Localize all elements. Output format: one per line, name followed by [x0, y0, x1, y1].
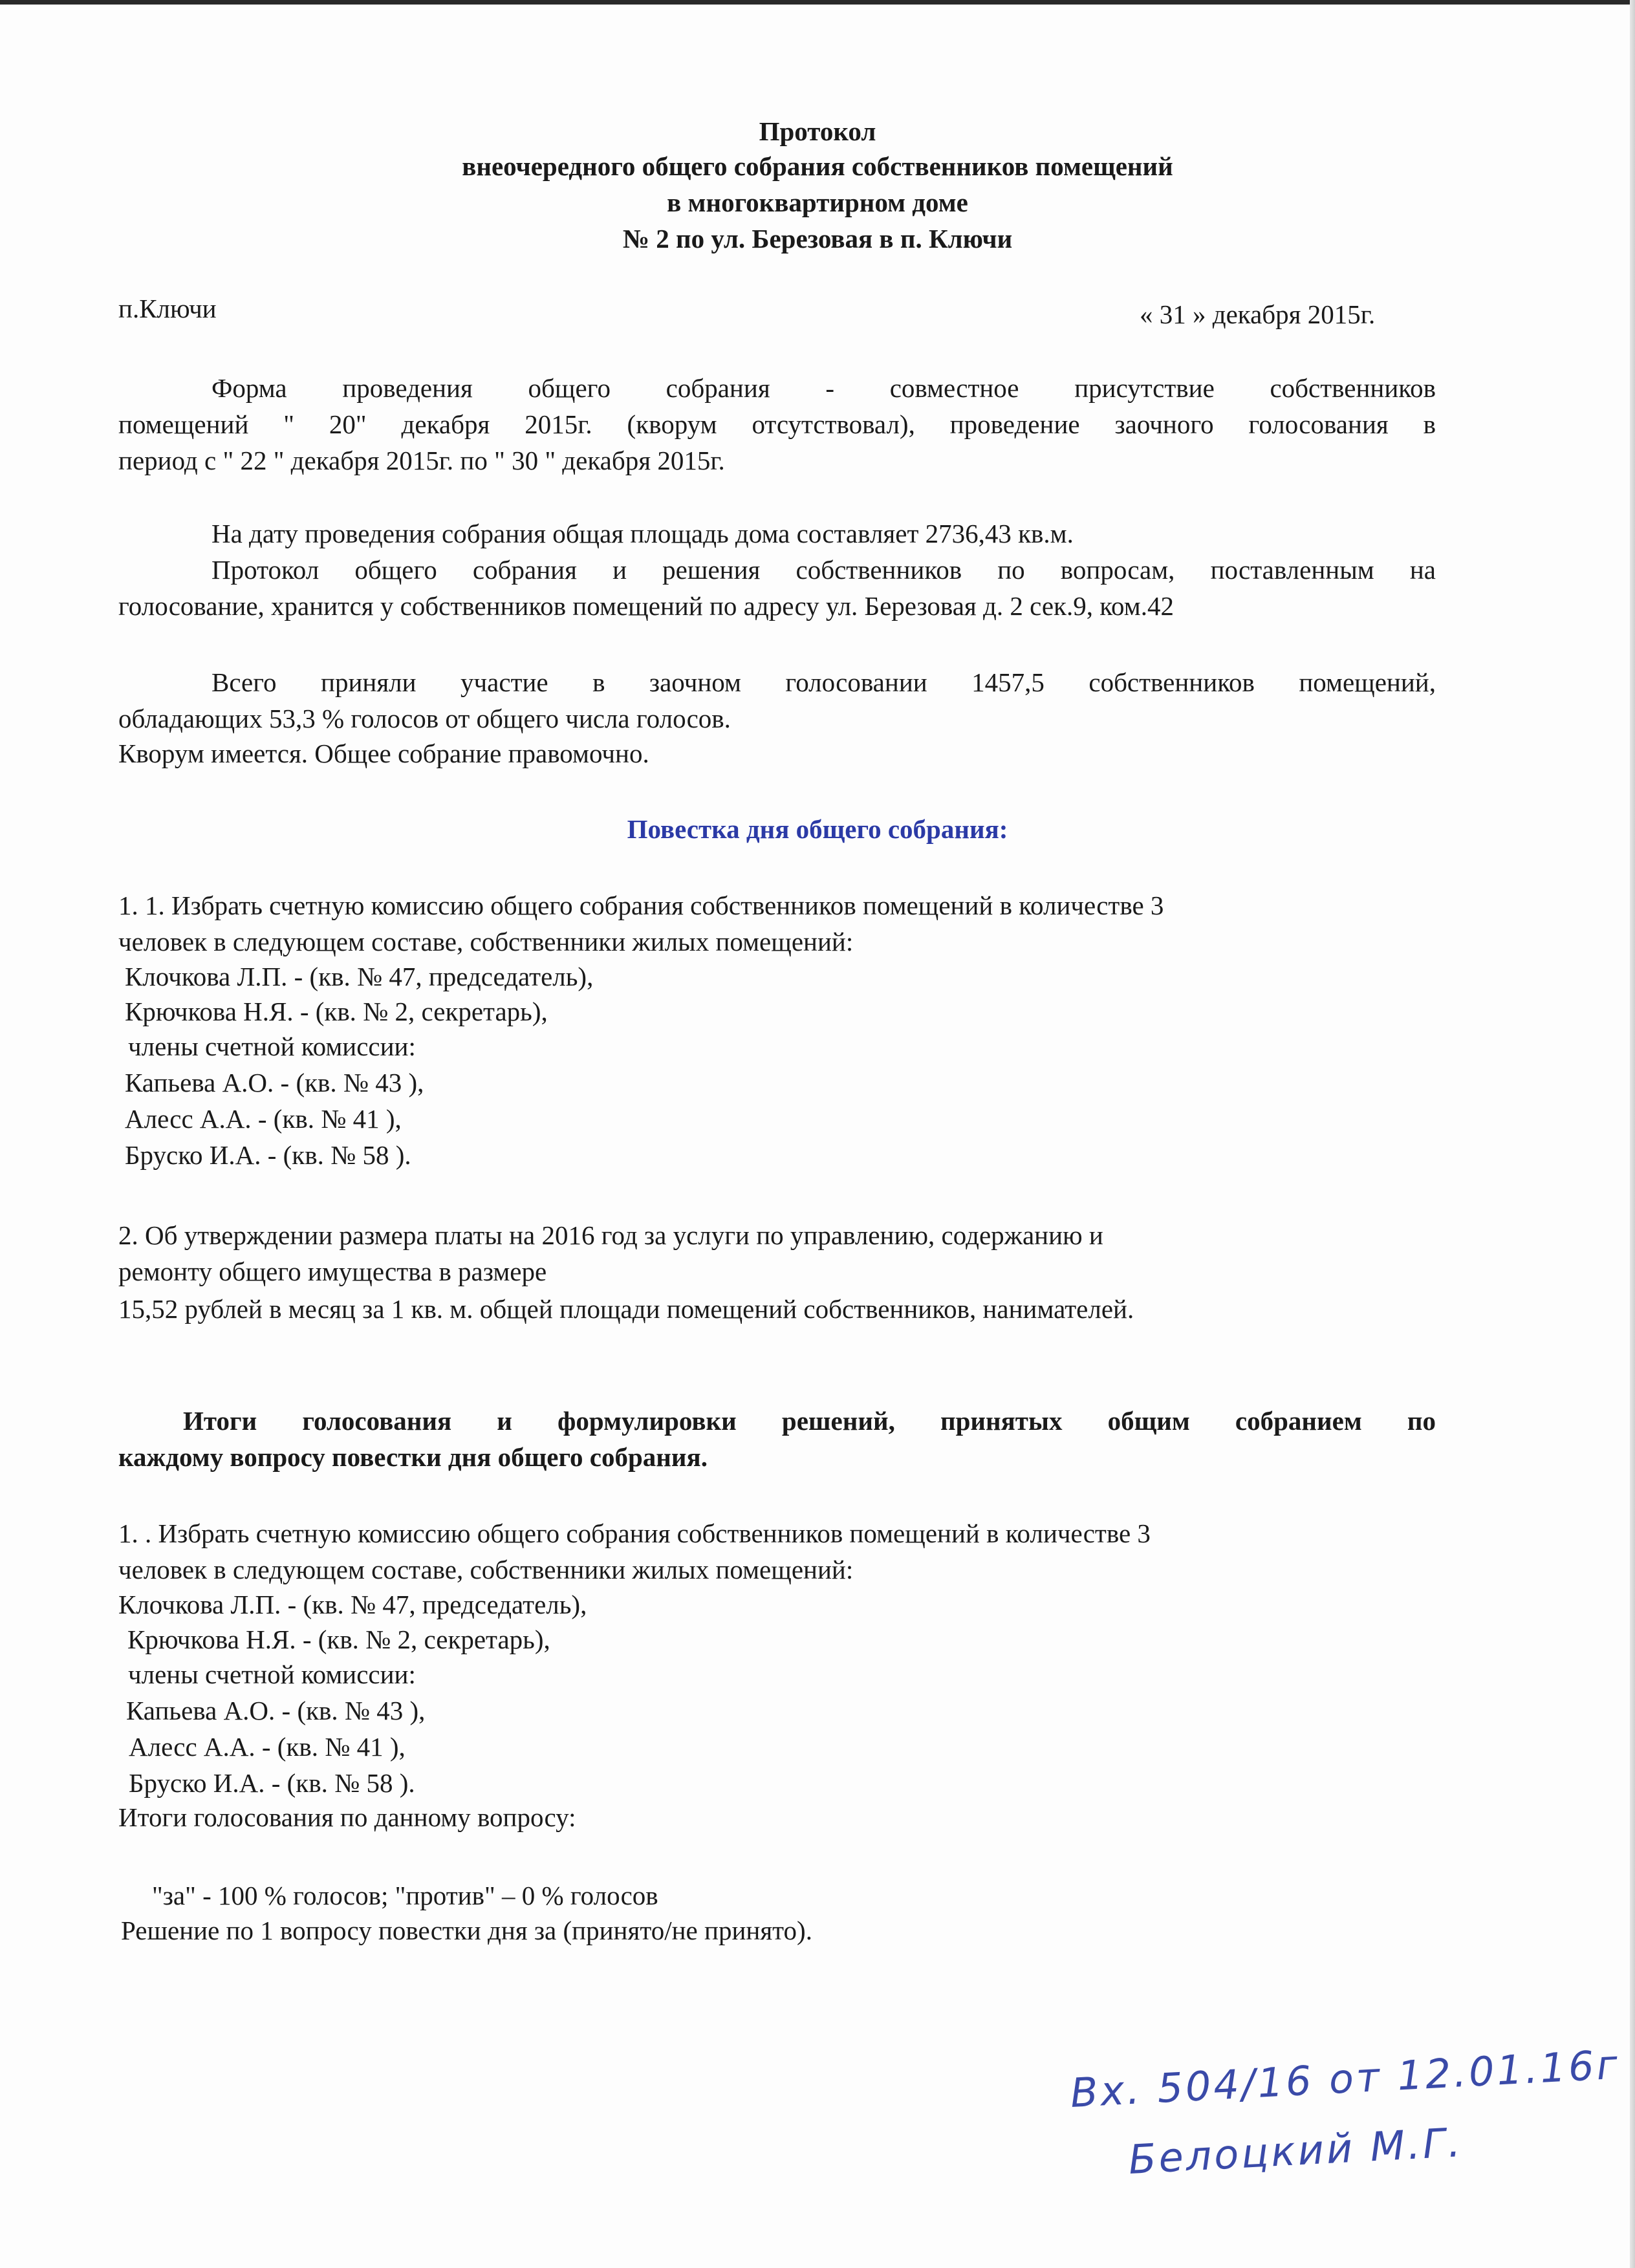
decision-line: Решение по 1 вопросу повестки дня за (принято/не принято).: [121, 1916, 812, 1945]
participation-line-2: обладающих 53,3 % голосов от общего числа голосов.: [118, 704, 731, 733]
results-item-1-line-1: 1. . Избрать счетную комиссию общего собрания собственников помещений в количестве 3: [118, 1518, 1151, 1548]
form-line-2: помещений " 20" декабря 2015г. (кворум отсутствовал), проведение заочного голосования в: [118, 409, 1436, 439]
results-member: члены счетной комиссии:: [128, 1659, 416, 1689]
agenda-item-2-line-1: 2. Об утверждении размера платы на 2016 год за услуги по управлению, содержанию и: [118, 1220, 1103, 1250]
agenda-member: Клочкова Л.П. - (кв. № 47, председатель),: [125, 962, 594, 991]
vote-results-line: "за" - 100 % голосов; "против" – 0 % голосов: [152, 1881, 658, 1910]
agenda-item-2-line-3: 15,52 рублей в месяц за 1 кв. м. общей площади помещений собственников, нанимателей.: [118, 1294, 1134, 1324]
agenda-item-1-line-1: 1. 1. Избрать счетную комиссию общего собрания собственников помещений в количестве 3: [118, 891, 1164, 920]
agenda-member: Крючкова Н.Я. - (кв. № 2, секретарь),: [125, 997, 548, 1026]
results-member: Алесс А.А. - (кв. № 41 ),: [129, 1732, 406, 1762]
agenda-member: Алесс А.А. - (кв. № 41 ),: [125, 1104, 402, 1134]
results-member: Клочкова Л.П. - (кв. № 47, председатель),: [118, 1590, 587, 1619]
document-date: « 31 » декабря 2015г.: [1140, 299, 1376, 329]
area-line-2: Протокол общего собрания и решения собственников по вопросам, поставленным на: [211, 555, 1436, 585]
results-heading-line-1: Итоги голосования и формулировки решений, принятых общим собранием по: [183, 1406, 1436, 1436]
agenda-member: Бруско И.А. - (кв. № 58 ).: [125, 1140, 411, 1170]
document-title: Протокол: [759, 116, 876, 146]
quorum-line: Кворум имеется. Общее собрание правомочно.: [118, 739, 649, 768]
area-line-1: На дату проведения собрания общая площадь дома составляет 2736,43 кв.м.: [211, 519, 1074, 548]
results-member: Крючкова Н.Я. - (кв. № 2, секретарь),: [127, 1625, 550, 1654]
scan-right-edge: [1630, 0, 1635, 2268]
results-item-1-line-2: человек в следующем составе, собственники жилых помещений:: [118, 1555, 854, 1584]
handwritten-signature: Белоцкий М.Г.: [1127, 2118, 1464, 2183]
results-member: Бруско И.А. - (кв. № 58 ).: [129, 1768, 415, 1798]
participation-line-1: Всего приняли участие в заочном голосовании 1457,5 собственников помещений,: [211, 667, 1436, 697]
scan-top-edge: [0, 0, 1635, 5]
agenda-item-2-line-2: ремонту общего имущества в размере: [118, 1257, 547, 1286]
place: п.Ключи: [118, 294, 217, 323]
handwritten-registration-note: Вх. 504/16 от 12.01.16г: [1069, 2040, 1621, 2117]
results-member: Капьева А.О. - (кв. № 43 ),: [126, 1696, 426, 1725]
agenda-member: члены счетной комиссии:: [128, 1031, 416, 1061]
agenda-member: Капьева А.О. - (кв. № 43 ),: [125, 1068, 424, 1097]
title-line-3: в многоквартирном доме: [667, 188, 968, 217]
form-line-3: период с " 22 " декабря 2015г. по " 30 " декабря 2015г.: [118, 446, 725, 475]
title-line-4: № 2 по ул. Березовая в п. Ключи: [622, 224, 1013, 254]
agenda-heading: Повестка дня общего собрания:: [627, 814, 1008, 844]
title-line-2: внеочередного общего собрания собственников помещений: [462, 151, 1173, 181]
vote-results-title: Итоги голосования по данному вопросу:: [118, 1802, 576, 1832]
area-line-3: голосование, хранится у собственников помещений по адресу ул. Березовая д. 2 сек.9, ком.42: [118, 591, 1174, 621]
form-line-1: Форма проведения общего собрания - совместное присутствие собственников: [211, 373, 1436, 403]
results-heading-line-2: каждому вопросу повестки дня общего собрания.: [118, 1442, 708, 1472]
agenda-item-1-line-2: человек в следующем составе, собственники жилых помещений:: [118, 927, 854, 956]
